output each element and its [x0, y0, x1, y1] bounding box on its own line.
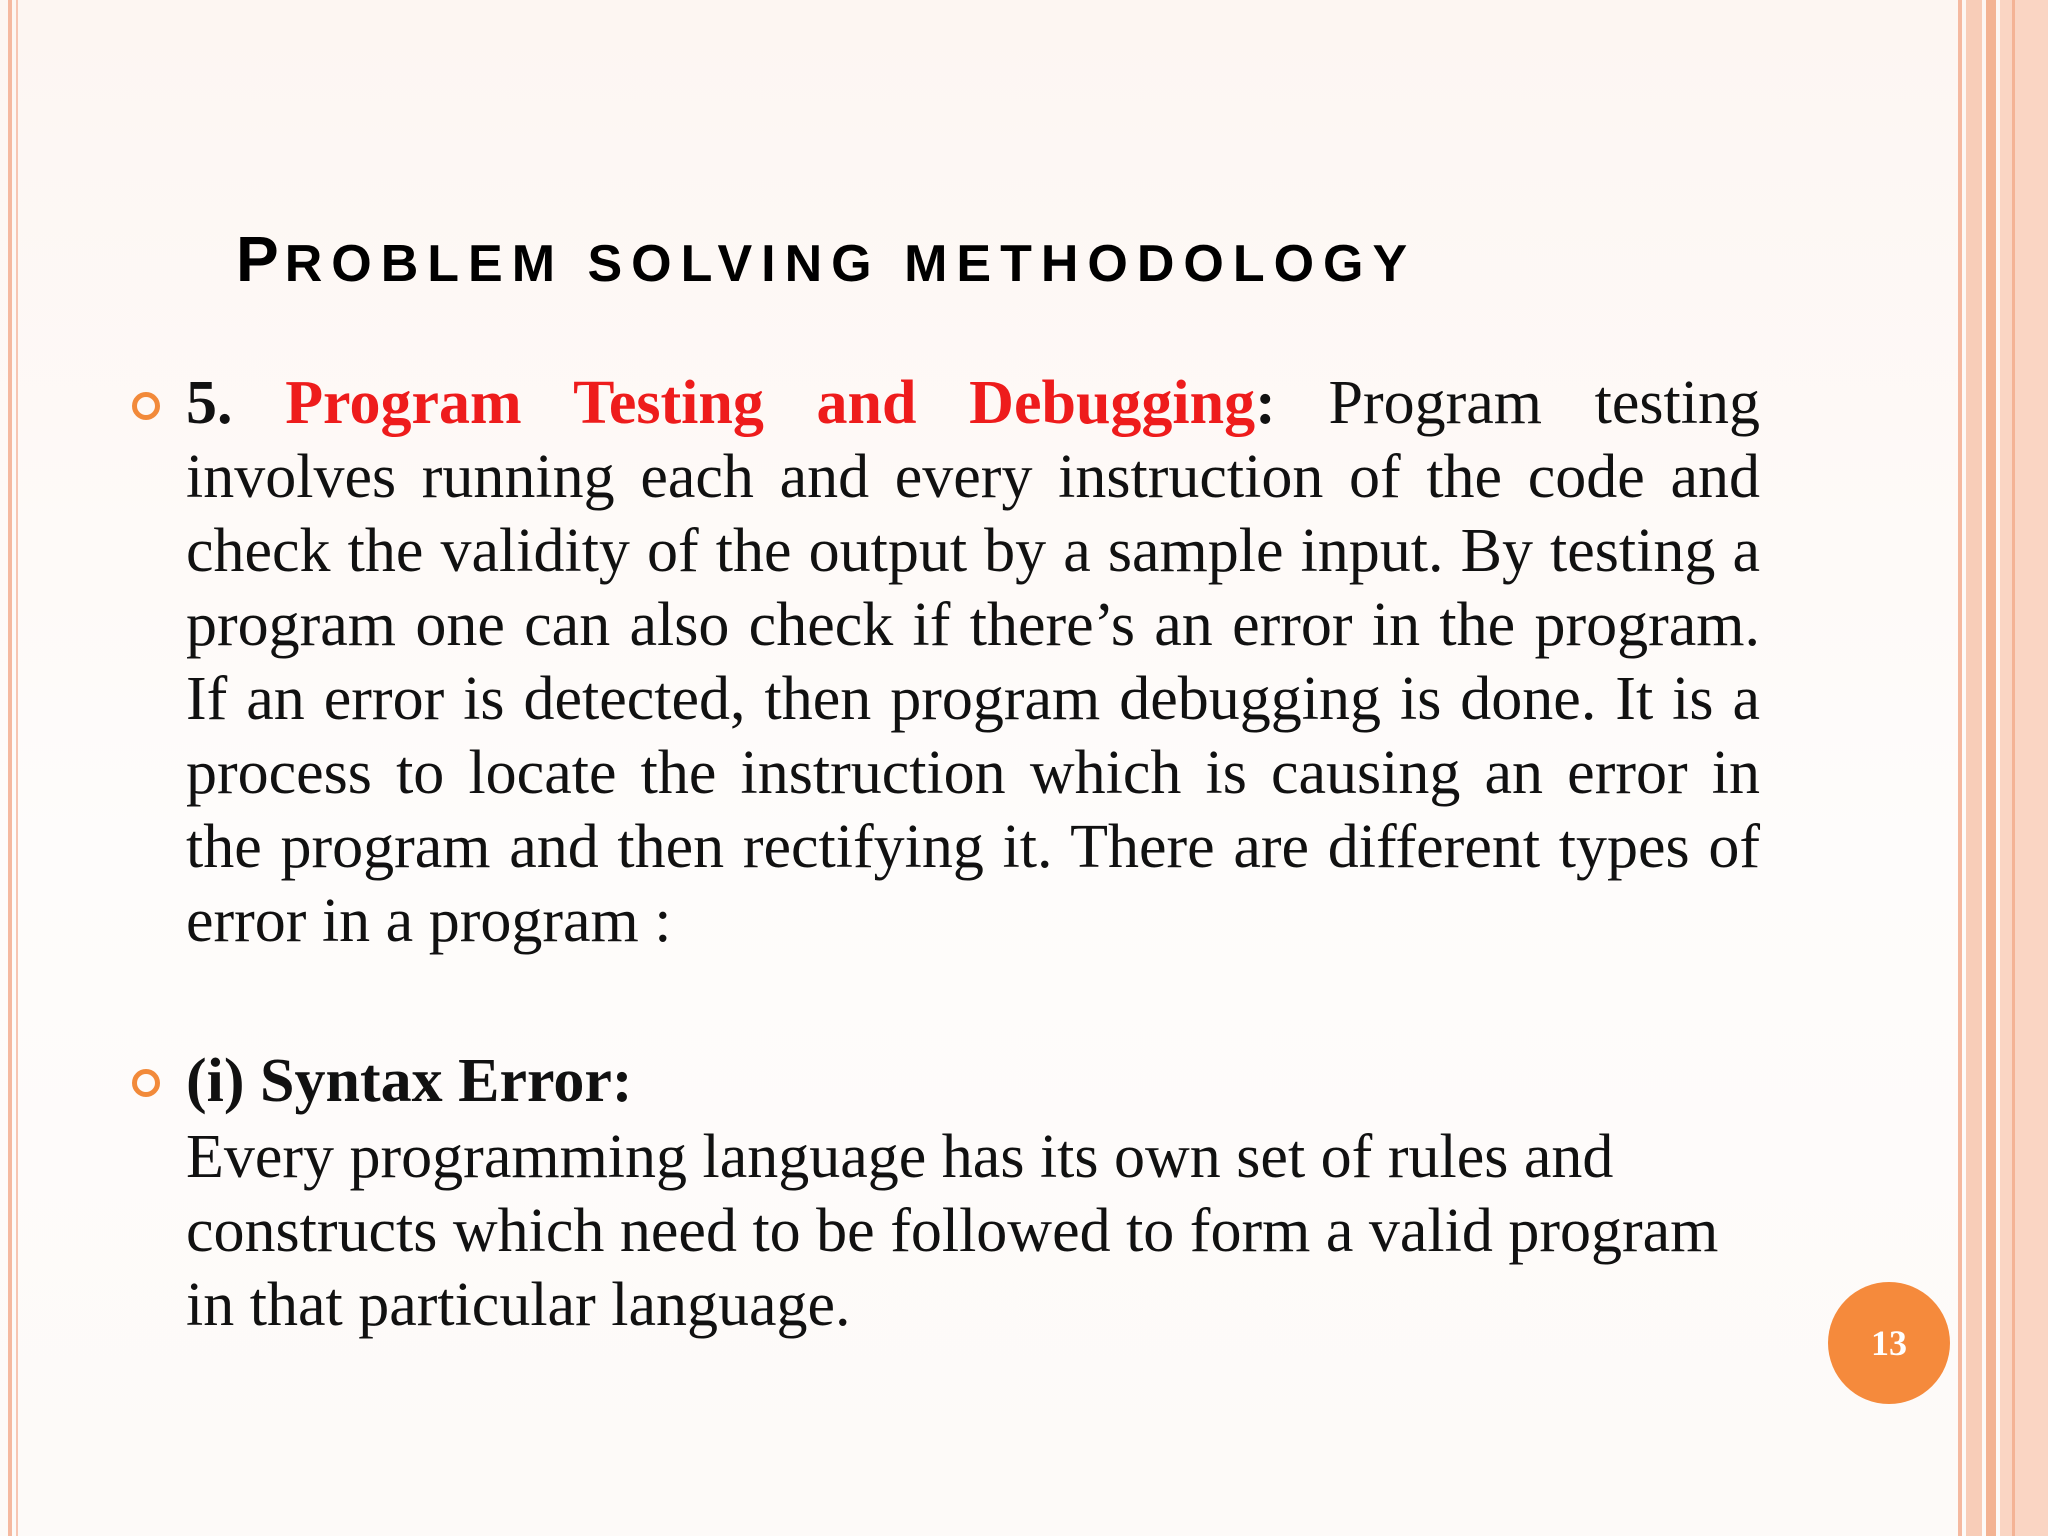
- right-border-band: [2000, 0, 2048, 1536]
- right-border-line: [1958, 0, 1962, 1536]
- page-number-badge: 13: [1828, 1282, 1950, 1404]
- bullet-number: 5.: [186, 369, 233, 437]
- right-border-line-outer: [2012, 0, 2015, 1536]
- left-border-line-inner: [16, 0, 18, 1536]
- bullet-heading-red: Program Testing and Debugging: [285, 369, 1256, 437]
- right-border-stripe: [1966, 0, 1982, 1536]
- bullet-syntax-error-heading: (i) Syntax Error:: [186, 1047, 633, 1115]
- right-border-stripe-dark: [1986, 0, 1996, 1536]
- title-rest: ROBLEM SOLVING METHODOLOGY: [284, 235, 1417, 293]
- syntax-error-body-text: Every programming language has its own set of rules and constructs which need to be followed to form a valid program in that particular language.: [186, 1123, 1719, 1339]
- bullet-program-testing: [186, 366, 1760, 958]
- slide-title: [236, 222, 1416, 296]
- circle-bullet-icon: [132, 392, 160, 420]
- bullet-heading-colon: :: [1255, 369, 1276, 437]
- title-first-letter: P: [236, 223, 285, 295]
- left-border-line: [8, 0, 12, 1536]
- bullet-body-text: Program testing involves running each and every instruction of the code and check the validity of the output by a sample input. By testing a program one can also check if there’s an error in the program. If an error is detected, then program debugging is done. It is a process to locate the instruction which is causing an error in the program and then rectifying it. There are different types of error in a program :: [186, 369, 1761, 955]
- circle-bullet-icon: [132, 1069, 160, 1097]
